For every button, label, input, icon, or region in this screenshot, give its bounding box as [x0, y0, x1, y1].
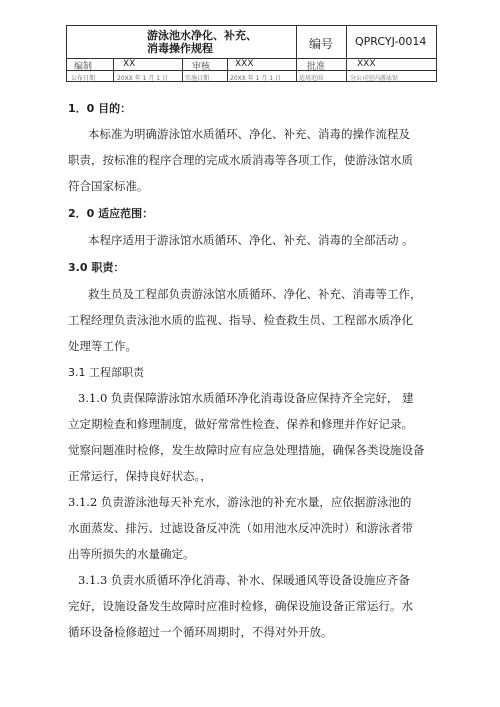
code-label: 编号: [309, 37, 334, 51]
approved-value: XXX: [357, 59, 376, 69]
paragraph-line: 循环设备检修超过一个循环周期时，不得对外开放。: [68, 625, 333, 639]
implement-date-value: 20XX 年 1 月 1 日: [230, 75, 282, 82]
paragraph-line: 工程经理负责泳池水质的监视、指导、检查救生员、工程部水质净化: [68, 313, 413, 327]
paragraph-line: 职责，按标准的程序合理的完成水质消毒等各项工作，使游泳馆水质: [68, 153, 413, 167]
paragraph-line: 3.1.0 负责保障游泳馆水质循环净化消毒设备应保持齐全完好， 建: [78, 391, 414, 405]
header-divider: [346, 71, 347, 82]
header-divider: [346, 26, 347, 58]
paragraph-line: 立定期检查和修理制度，做好常常性检查、保养和修理并作好记录。: [68, 417, 413, 431]
paragraph-line: 出等所损失的水量确定。: [68, 547, 195, 561]
publish-date-label: 公布日期: [71, 75, 96, 82]
header-divider: [296, 71, 297, 82]
header-divider: [296, 59, 297, 70]
scope-label: 适用范围: [299, 75, 324, 82]
publish-date-value: 20XX 年 1 月 1 日: [117, 75, 169, 82]
compiled-label: 编制: [74, 62, 93, 72]
header-dates-row: [67, 71, 436, 82]
header-divider: [113, 59, 114, 70]
section-heading-purpose: 1．0 目的：: [68, 102, 132, 115]
document-title-line1: 游泳池水净化、补充、: [147, 29, 257, 42]
header-divider: [182, 59, 183, 70]
document-title-line2: 消毒操作规程: [147, 42, 213, 55]
paragraph-line: 救生员及工程部负责游泳馆水质循环、净化、补充、消毒等工作，: [88, 287, 422, 301]
header-divider: [346, 59, 347, 70]
header-title-row: [67, 26, 436, 59]
paragraph-line: 3.1.3 负责水质循环净化消毒、补水、保暖通风等设备设施应齐备: [78, 573, 410, 587]
paragraph-line: 3.1.2 负责游泳池每天补充水，游泳池的补充水量，应依据游泳池的: [68, 495, 412, 509]
document-title: [147, 29, 297, 55]
header-divider: [296, 26, 297, 58]
header-divider: [227, 71, 228, 82]
paragraph-line: 觉察问题准时检修，发生故障时应有应急处理措施，确保各类设施设备: [68, 443, 425, 457]
paragraph-line: 符合国家标准。: [68, 179, 149, 193]
section-heading-duties: 3.0 职责：: [68, 261, 125, 274]
reviewed-label: 审核: [192, 62, 211, 72]
reviewed-value: XXX: [235, 59, 254, 69]
scope-value: 分公司室内游泳馆: [350, 75, 399, 82]
header-divider: [182, 71, 183, 82]
paragraph-line: 处理等工作。: [68, 339, 137, 353]
paragraph-line: 正常运行，保持良好状态。，: [68, 469, 212, 483]
paragraph-line: 水面蒸发、排污、过滤设备反冲洗（如用池水反冲洗时）和游泳者带: [68, 521, 413, 535]
code-value: QPRCYJ-0014: [355, 35, 427, 48]
header-signoff-row: [67, 59, 436, 71]
subsection-heading-engineering: 3.1 工程部职责: [68, 366, 144, 379]
section-heading-scope: 2．0 适应范围：: [68, 207, 154, 220]
header-divider: [227, 59, 228, 70]
implement-date-label: 实施日期: [185, 75, 210, 82]
paragraph-line: 本标准为明确游泳馆水质循环、净化、补充、消毒的操作流程及: [88, 127, 410, 141]
approved-label: 批准: [307, 62, 326, 72]
document-header-table: [66, 25, 437, 82]
header-divider: [113, 71, 114, 82]
compiled-value: XX: [123, 59, 136, 69]
paragraph-line: 完好，设施设备发生故障时应准时检修，确保设施设备正常运行。水: [68, 599, 413, 613]
paragraph-line: 本程序适用于游泳馆水质循环、净化、补充、消毒的全部活动 。: [88, 233, 414, 247]
